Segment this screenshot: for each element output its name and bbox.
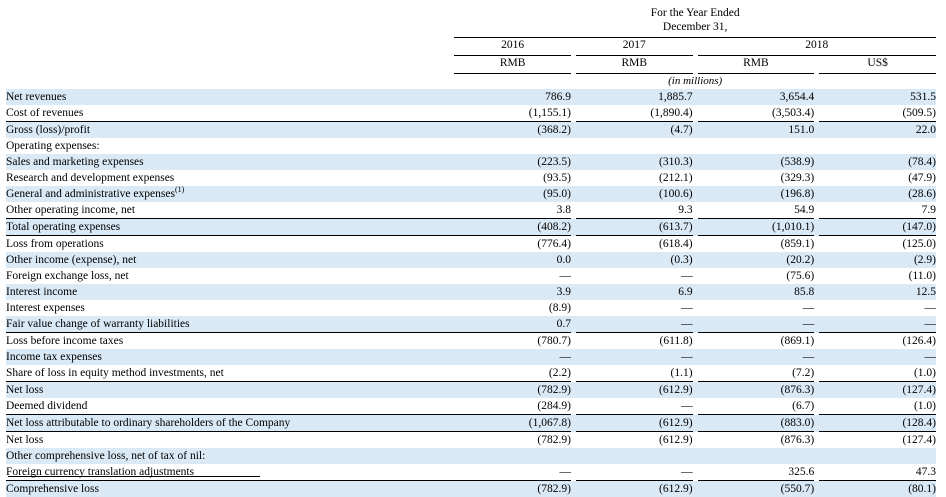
row-value: (80.1) (819, 481, 936, 497)
row-value: 12.5 (819, 284, 936, 300)
header-spacer-8 (6, 74, 454, 90)
row-value: (7.2) (698, 365, 815, 382)
table-row (6, 481, 936, 497)
row-value: — (698, 349, 815, 365)
row-value: (1,010.1) (698, 219, 815, 236)
header-period-line2: December 31, (454, 20, 936, 34)
row-value: 3.9 (454, 284, 571, 300)
row-value: (95.0) (454, 186, 571, 202)
table-row (6, 398, 936, 415)
row-label: Sales and marketing expenses (6, 154, 454, 170)
row-value: (776.4) (454, 236, 571, 253)
header-title-row-2 (6, 20, 936, 34)
row-value (454, 138, 571, 154)
row-label: Net loss (6, 382, 454, 399)
table-row (6, 432, 936, 449)
row-value: (612.9) (576, 432, 693, 449)
row-value: (196.8) (698, 186, 815, 202)
table-row (6, 464, 936, 481)
row-value: (550.7) (698, 481, 815, 497)
row-value: 0.0 (454, 252, 571, 268)
table-row (6, 252, 936, 268)
header-spacer-4 (6, 38, 454, 54)
row-value: — (576, 268, 693, 284)
table-header (6, 6, 936, 89)
table-row (6, 448, 936, 464)
row-value: (310.3) (576, 154, 693, 170)
row-label: Other income (expense), net (6, 252, 454, 268)
row-value: — (454, 268, 571, 284)
table-row (6, 202, 936, 219)
row-value: (0.3) (576, 252, 693, 268)
row-value: 3.8 (454, 202, 571, 219)
row-value: (538.9) (698, 154, 815, 170)
row-value: 151.0 (698, 122, 815, 139)
row-label: Cost of revenues (6, 105, 454, 122)
row-value: (8.9) (454, 300, 571, 316)
table-row (6, 415, 936, 432)
row-value (576, 138, 693, 154)
footnote-marker: (1) (175, 185, 184, 194)
row-value: (126.4) (819, 333, 936, 350)
row-value: (612.9) (576, 481, 693, 497)
row-value: (611.8) (576, 333, 693, 350)
row-label: Net revenues (6, 89, 454, 105)
row-value: (78.4) (819, 154, 936, 170)
row-value: 54.9 (698, 202, 815, 219)
footnote-rule (8, 476, 260, 477)
row-value: 786.9 (454, 89, 571, 105)
row-value: — (819, 349, 936, 365)
row-value: (782.9) (454, 481, 571, 497)
row-label: Comprehensive loss (6, 481, 454, 497)
row-value (698, 138, 815, 154)
header-currency-1: RMB (454, 56, 571, 72)
row-value: (618.4) (576, 236, 693, 253)
table-row (6, 219, 936, 236)
row-label: Interest expenses (6, 300, 454, 316)
table-row (6, 170, 936, 186)
row-label: Net loss (6, 432, 454, 449)
table-row (6, 316, 936, 333)
row-label: Net loss attributable to ordinary shareholders of the Company (6, 415, 454, 432)
row-value: (368.2) (454, 122, 571, 139)
row-value: (1,155.1) (454, 105, 571, 122)
header-year-2018: 2018 (698, 38, 936, 54)
row-label: Income tax expenses (6, 349, 454, 365)
income-statement-table (6, 6, 936, 497)
row-value: (147.0) (819, 219, 936, 236)
row-value: (28.6) (819, 186, 936, 202)
row-label: Foreign currency translation adjustments (6, 464, 454, 481)
row-value: (876.3) (698, 382, 815, 399)
header-currency-3: RMB (698, 56, 815, 72)
row-value: 531.5 (819, 89, 936, 105)
row-value: 9.3 (576, 202, 693, 219)
row-value: (11.0) (819, 268, 936, 284)
row-value: (1,890.4) (576, 105, 693, 122)
row-value: 0.7 (454, 316, 571, 333)
row-value: (127.4) (819, 432, 936, 449)
table-row (6, 382, 936, 399)
financial-statement-page (0, 6, 946, 485)
row-value: 3,654.4 (698, 89, 815, 105)
row-value: 6.9 (576, 284, 693, 300)
row-value: — (576, 464, 693, 481)
row-value: (859.1) (698, 236, 815, 253)
row-value: (612.9) (576, 382, 693, 399)
row-label: Deemed dividend (6, 398, 454, 415)
row-value: (408.2) (454, 219, 571, 236)
row-value: (782.9) (454, 432, 571, 449)
row-label: Loss before income taxes (6, 333, 454, 350)
row-value: — (698, 300, 815, 316)
row-value: (223.5) (454, 154, 571, 170)
table-body (6, 89, 936, 497)
row-value: (509.5) (819, 105, 936, 122)
header-currency-2: RMB (576, 56, 693, 72)
row-value: 1,885.7 (576, 89, 693, 105)
row-value: 47.3 (819, 464, 936, 481)
table-row (6, 236, 936, 253)
row-value: (127.4) (819, 382, 936, 399)
row-value: (75.6) (698, 268, 815, 284)
table-row (6, 300, 936, 316)
row-value: (2.9) (819, 252, 936, 268)
row-value: (284.9) (454, 398, 571, 415)
header-spacer-2 (6, 20, 454, 34)
row-value: (125.0) (819, 236, 936, 253)
row-value: (329.3) (698, 170, 815, 186)
row-value: (612.9) (576, 415, 693, 432)
row-label: Loss from operations (6, 236, 454, 253)
header-units-row (6, 74, 936, 90)
row-value: (3,503.4) (698, 105, 815, 122)
table-row (6, 105, 936, 122)
row-value: (100.6) (576, 186, 693, 202)
table-row (6, 268, 936, 284)
row-value: 85.8 (698, 284, 815, 300)
row-value: (780.7) (454, 333, 571, 350)
row-label: Share of loss in equity method investments, net (6, 365, 454, 382)
row-label: Total operating expenses (6, 219, 454, 236)
row-value (819, 138, 936, 154)
row-value (454, 448, 571, 464)
row-value: (1.0) (819, 365, 936, 382)
row-value: — (819, 316, 936, 333)
header-currency-4: US$ (819, 56, 936, 72)
row-value (819, 448, 936, 464)
row-value: — (454, 464, 571, 481)
row-label: Fair value change of warranty liabilities (6, 316, 454, 333)
row-value (576, 448, 693, 464)
header-year-2016: 2016 (454, 38, 571, 54)
table-row (6, 122, 936, 139)
row-value: — (576, 316, 693, 333)
row-value: 7.9 (819, 202, 936, 219)
row-value: — (576, 349, 693, 365)
header-year-row (6, 38, 936, 54)
row-value: (2.2) (454, 365, 571, 382)
row-value: (128.4) (819, 415, 936, 432)
row-value: — (454, 349, 571, 365)
table-row (6, 349, 936, 365)
row-label: Foreign exchange loss, net (6, 268, 454, 284)
row-value: — (698, 316, 815, 333)
row-label: Operating expenses: (6, 138, 454, 154)
header-spacer-6 (6, 56, 454, 72)
header-year-2017: 2017 (576, 38, 693, 54)
table-row (6, 365, 936, 382)
header-currency-row (6, 56, 936, 72)
row-value: (20.2) (698, 252, 815, 268)
row-value: — (819, 300, 936, 316)
row-value: — (576, 398, 693, 415)
row-value: (93.5) (454, 170, 571, 186)
row-value: (876.3) (698, 432, 815, 449)
row-label: Other comprehensive loss, net of tax of nil: (6, 448, 454, 464)
header-title-row-1 (6, 6, 936, 20)
table-row (6, 186, 936, 202)
header-spacer (6, 6, 454, 20)
row-value: — (576, 300, 693, 316)
row-value: 22.0 (819, 122, 936, 139)
header-units: (in millions) (454, 74, 936, 90)
row-label: Other operating income, net (6, 202, 454, 219)
table-row (6, 284, 936, 300)
row-value: (4.7) (576, 122, 693, 139)
row-label: Gross (loss)/profit (6, 122, 454, 139)
row-value (698, 448, 815, 464)
header-period-line1: For the Year Ended (454, 6, 936, 20)
table-row (6, 89, 936, 105)
row-value: 325.6 (698, 464, 815, 481)
row-value: (47.9) (819, 170, 936, 186)
row-value: (1.1) (576, 365, 693, 382)
row-value: (1,067.8) (454, 415, 571, 432)
table-row (6, 154, 936, 170)
row-value: (613.7) (576, 219, 693, 236)
row-value: (782.9) (454, 382, 571, 399)
row-value: (883.0) (698, 415, 815, 432)
row-value: (869.1) (698, 333, 815, 350)
table-row (6, 333, 936, 350)
row-label: Interest income (6, 284, 454, 300)
table-row (6, 138, 936, 154)
row-value: (1.0) (819, 398, 936, 415)
row-label: General and administrative expenses$^{(1)}$ (6, 186, 454, 202)
row-value: (6.7) (698, 398, 815, 415)
row-value: (212.1) (576, 170, 693, 186)
row-label: Research and development expenses (6, 170, 454, 186)
